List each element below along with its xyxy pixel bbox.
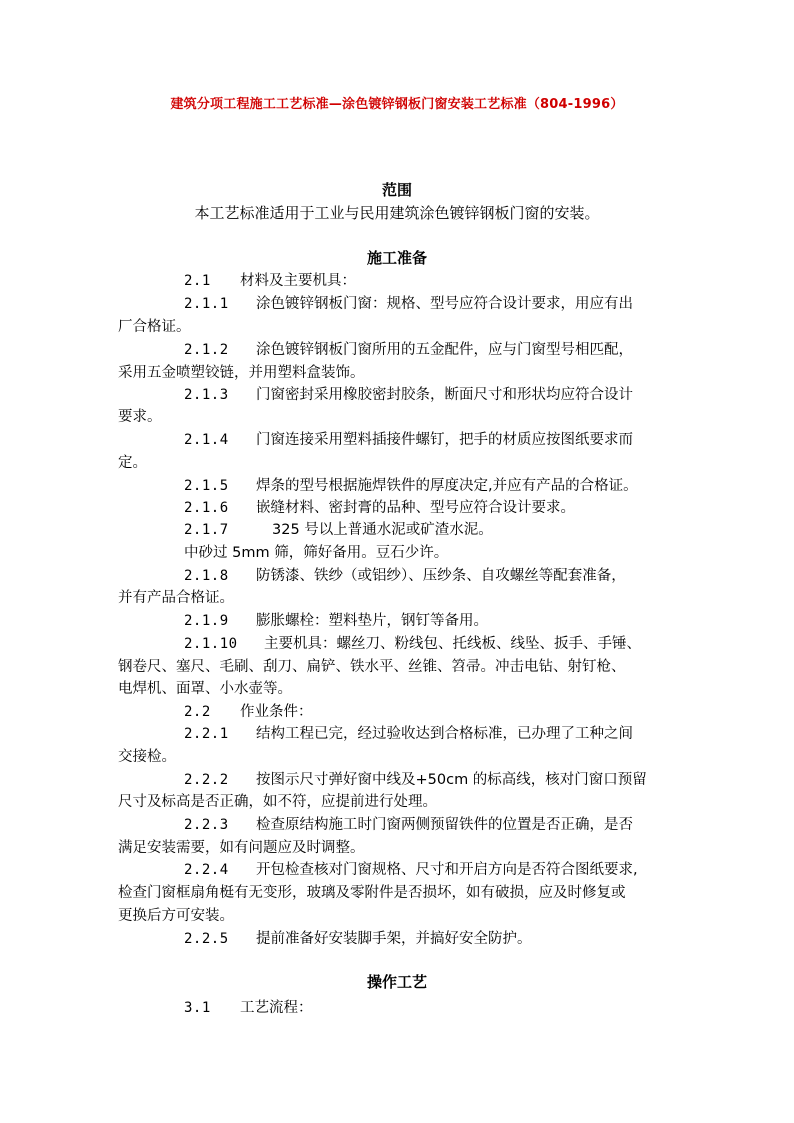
clause-text: 作业条件：	[240, 704, 313, 720]
clause-text: 尺寸及标高是否正确，如不符，应提前进行处理。	[118, 794, 437, 810]
clause-number: 2.1.10	[184, 636, 238, 652]
clause-text: 中砂过 5mm 筛，筛好备用。豆石少许。	[184, 545, 449, 561]
clause-number: 2.2.4	[184, 862, 229, 878]
clause-text: 交接检。	[118, 749, 176, 765]
clause-text: 开包检查核对门窗规格、尺寸和开启方向是否符合图纸要求,	[256, 862, 638, 878]
clause-text: 325 号以上普通水泥或矿渣水泥。	[272, 522, 493, 538]
clause-text: 主要机具：螺丝刀、粉线包、托线板、线坠、扳手、手锤、	[264, 636, 641, 652]
clause-number: 2.2	[184, 704, 211, 720]
clause-text: 门窗连接采用塑料插接件螺钉，把手的材质应按图纸要求而	[256, 432, 633, 448]
clause-number: 2.1.7	[184, 522, 229, 538]
section-heading-process: 操作工艺	[366, 973, 427, 991]
clause-number: 2.1.4	[184, 432, 229, 448]
clause-number: 2.1.2	[184, 342, 229, 358]
clause-number: 2.1	[184, 273, 211, 289]
clause-text: 按图示尺寸弹好窗中线及+50cm 的标高线，核对门窗口预留	[256, 772, 647, 788]
clause-text: 要求。	[118, 409, 162, 425]
clause-text: 定。	[118, 455, 147, 471]
clause-text: 工艺流程：	[240, 1000, 313, 1016]
clause-number: 3.1	[184, 1000, 211, 1016]
clause-text: 涂色镀锌钢板门窗所用的五金配件，应与门窗型号相匹配，	[256, 342, 633, 358]
clause-text: 焊条的型号根据施焊铁件的厚度决定,并应有产品的合格证。	[256, 478, 638, 494]
clause-text: 膨胀螺栓：塑料垫片，钢钉等备用。	[256, 613, 488, 629]
clause-text: 防锈漆、铁纱（或铝纱）、压纱条、自攻螺丝等配套准备，	[256, 568, 626, 584]
clause-text: 门窗密封采用橡胶密封胶条，断面尺寸和形状均应符合设计	[256, 387, 633, 403]
clause-number: 2.1.9	[184, 613, 229, 629]
clause-text: 嵌缝材料、密封膏的品种、型号应符合设计要求。	[256, 500, 575, 516]
clause-number: 2.1.5	[184, 478, 229, 494]
scope-text: 本工艺标准适用于工业与民用建筑涂色镀锌钢板门窗的安装。	[194, 204, 600, 222]
section-heading-scope: 范围	[381, 181, 412, 199]
clause-text: 材料及主要机具：	[240, 273, 356, 289]
clause-text: 结构工程已完，经过验收达到合格标准，已办理了工种之间	[256, 726, 633, 742]
clause-text: 钢卷尺、塞尺、毛刷、刮刀、扁铲、铁水平、丝锥、笤帚。冲击电钻、射钉枪、	[118, 659, 626, 675]
clause-text: 提前准备好安装脚手架，并搞好安全防护。	[256, 931, 532, 947]
clause-text: 涂色镀锌钢板门窗：规格、型号应符合设计要求，用应有出	[256, 296, 633, 312]
document-title: 建筑分项工程施工工艺标准—涂色镀锌钢板门窗安装工艺标准（804-1996）	[170, 97, 624, 112]
clause-text: 更换后方可安装。	[118, 908, 234, 924]
clause-text: 电焊机、面罩、小水壶等。	[118, 681, 292, 697]
clause-number: 2.1.3	[184, 387, 229, 403]
clause-text: 采用五金喷塑铰链，并用塑料盒装饰。	[118, 365, 365, 381]
clause-number: 2.1.6	[184, 500, 229, 516]
clause-number: 2.1.8	[184, 568, 229, 584]
clause-number: 2.2.3	[184, 817, 229, 833]
section-heading-prep: 施工准备	[366, 249, 427, 267]
clause-number: 2.2.2	[184, 772, 229, 788]
clause-text: 并有产品合格证。	[118, 590, 234, 606]
clause-number: 2.2.5	[184, 931, 229, 947]
clause-text: 检查门窗框扇角梃有无变形，玻璃及零附件是否损坏，如有破损，应及时修复或	[118, 885, 626, 901]
clause-text: 厂合格证。	[118, 319, 191, 335]
clause-number: 2.2.1	[184, 726, 229, 742]
clause-number: 2.1.1	[184, 296, 229, 312]
clause-text: 满足安装需要，如有问题应及时调整。	[118, 840, 365, 856]
clause-text: 检查原结构施工时门窗两侧预留铁件的位置是否正确，是否	[256, 817, 633, 833]
